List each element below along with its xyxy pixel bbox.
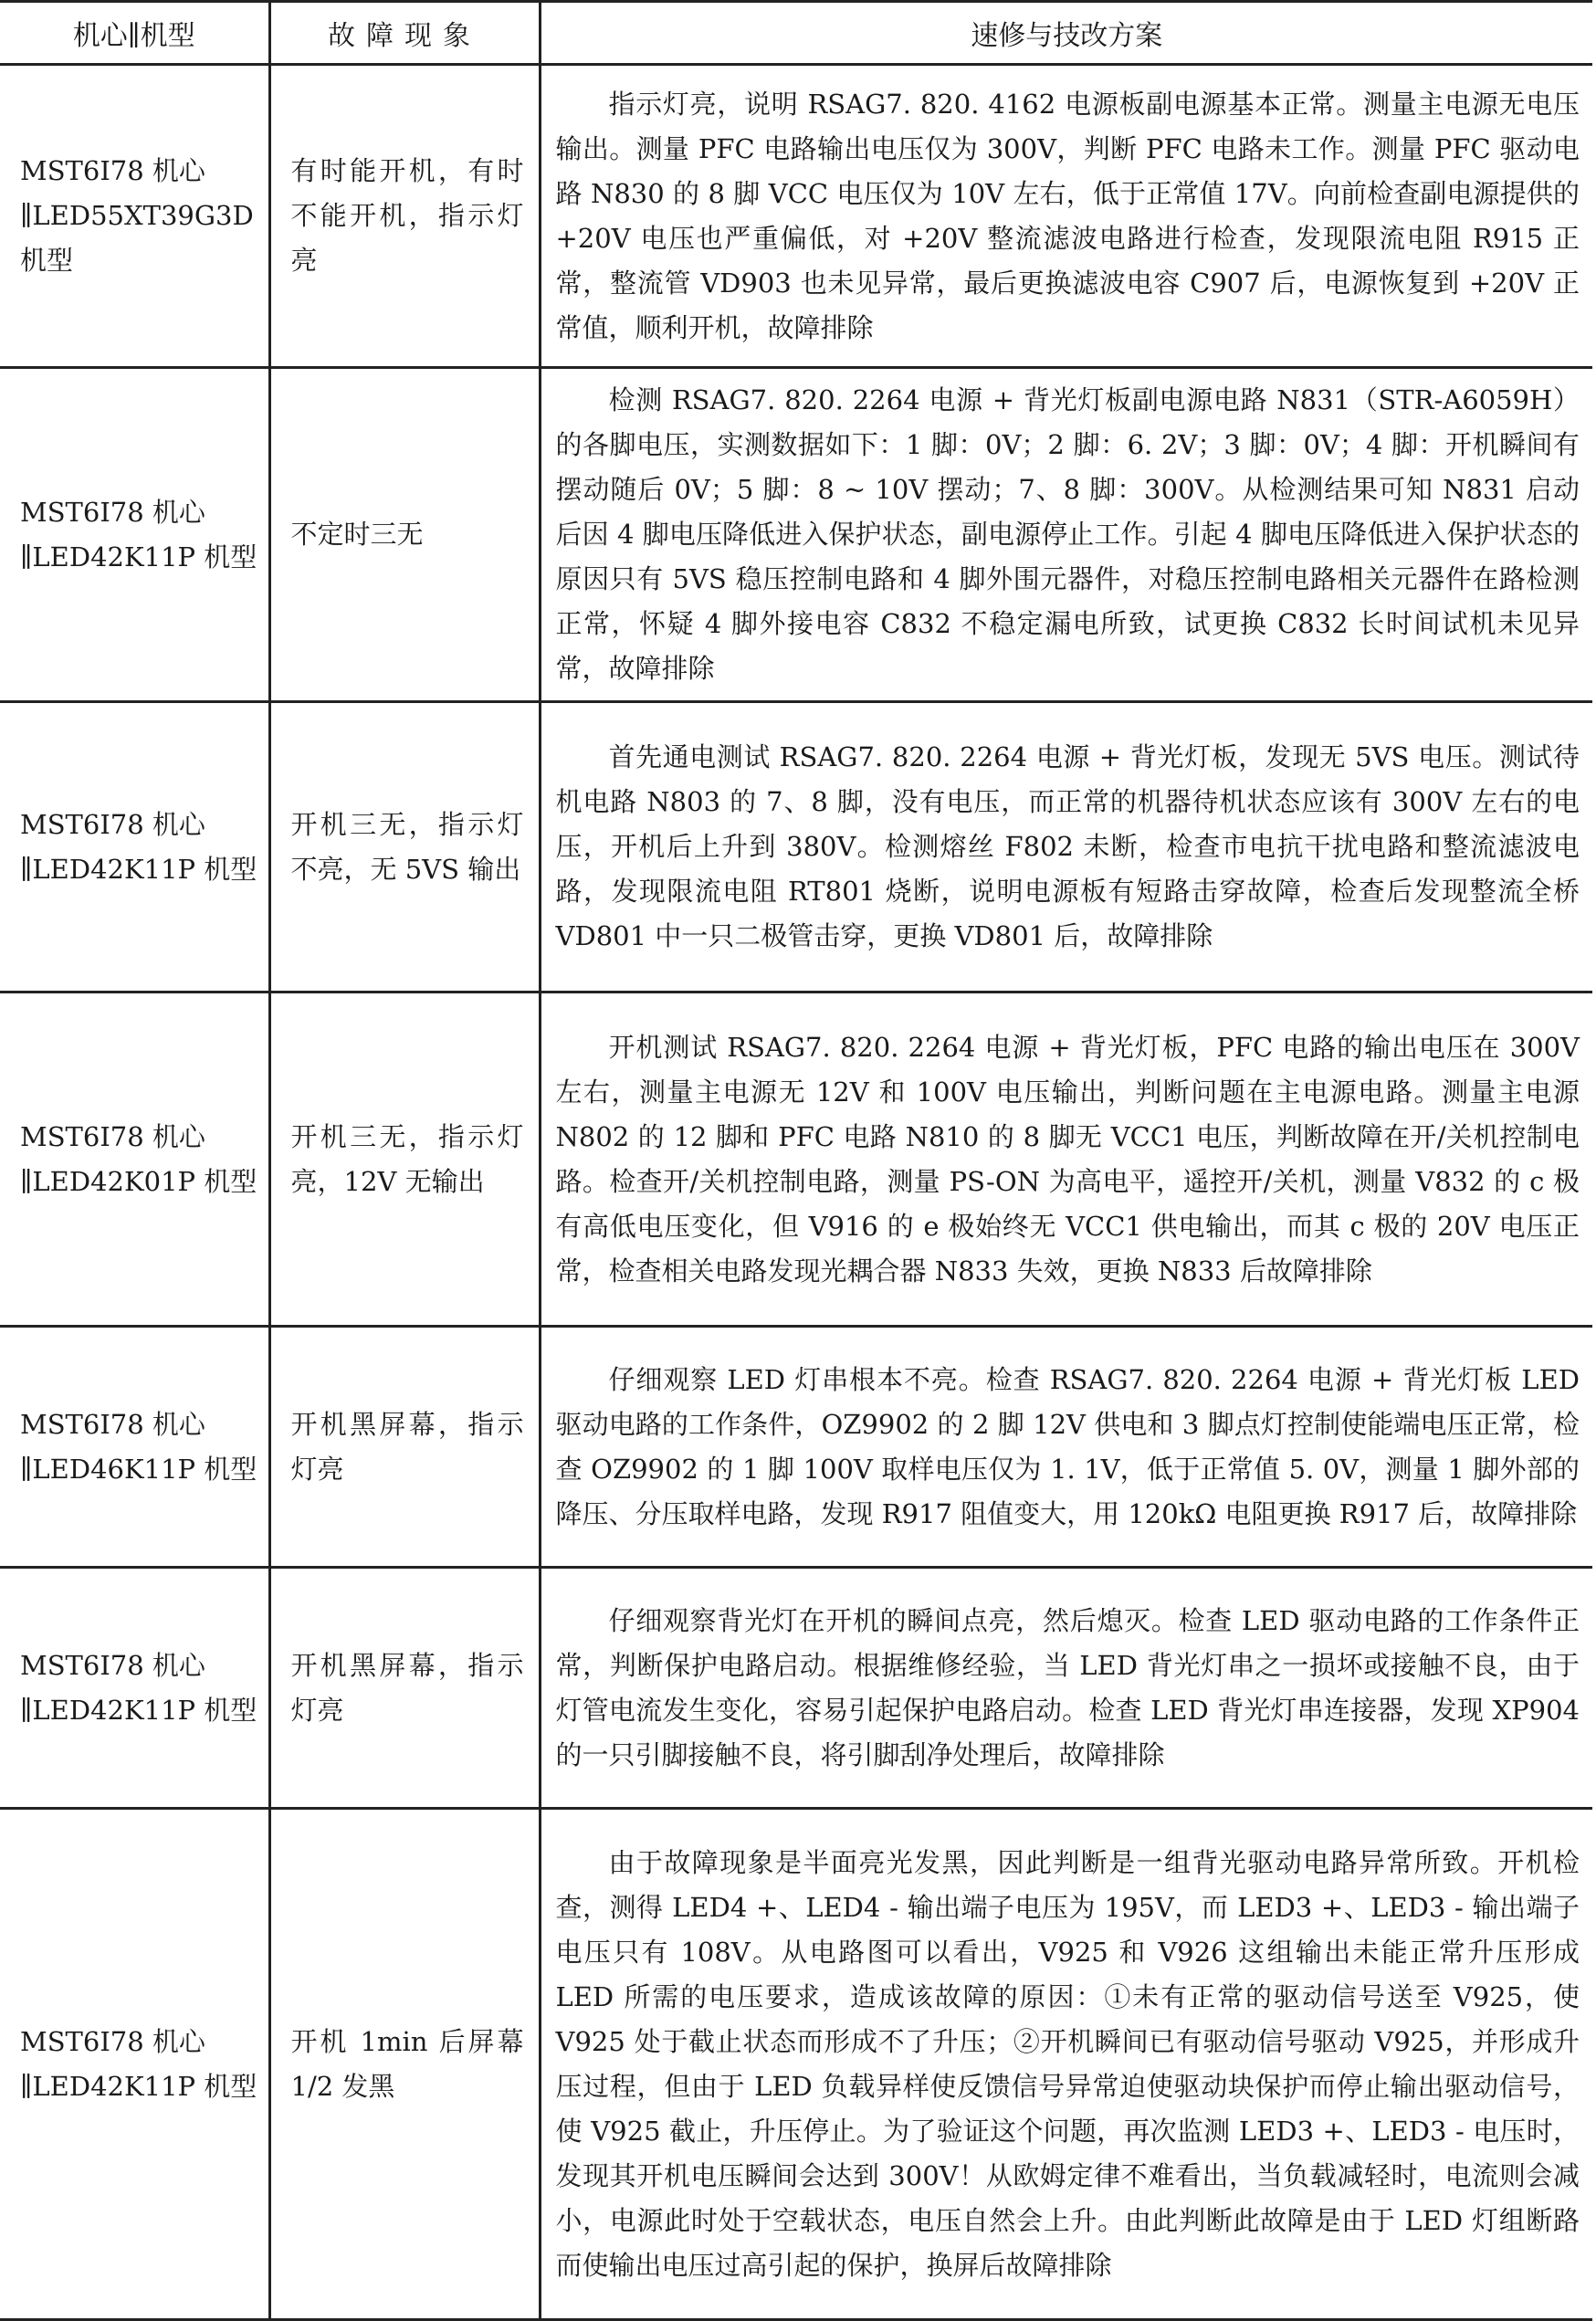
solution-cell: 开机测试 RSAG7. 820. 2264 电源 + 背光灯板，PFC 电路的输出电压在 300V 左右，测量主电源无 12V 和 100V 电压输出，判断问题在主电源电路。测量主电源 N802 的 12 脚和 PFC 电路 N810 的 8 脚无 VCC1 电压，判断故障在开/关机控制电路。检查开/关机控制电路，测量 PS-ON 为高电平，遥控开/关机，测量 V832 的 c 极有高低电压变化，但 V916 的 e 极始终无 VCC1 供电输出，而其 c 极的 20V 电压正常，检查相关电路发现光耦合器 N833 失效，更换 N833 后故障排除 — [540, 992, 1592, 1327]
header-model: 机心∥机型 — [0, 2, 269, 65]
table-row — [0, 368, 1592, 702]
model-cell: MST6I78 机心∥LED42K11P 机型 — [0, 702, 269, 992]
solution-cell: 指示灯亮，说明 RSAG7. 820. 4162 电源板副电源基本正常。测量主电源无电压输出。测量 PFC 电路输出电压仅为 300V，判断 PFC 电路未工作。测量 PFC 驱动电路 N830 的 8 脚 VCC 电压仅为 10V 左右，低于正常值 17V。向前检查副电源提供的 +20V 电压也严重偏低，对 +20V 整流滤波电路进行检查，发现限流电阻 R915 正常，整流管 VD903 也未见异常，最后更换滤波电容 C907 后，电源恢复到 +20V 正常值，顺利开机，故障排除 — [540, 65, 1592, 368]
model-cell: MST6I78 机心∥LED42K01P 机型 — [0, 992, 269, 1327]
symptom-cell: 开机三无，指示灯不亮，无 5VS 输出 — [269, 702, 540, 992]
table-row — [0, 992, 1592, 1327]
solution-cell: 首先通电测试 RSAG7. 820. 2264 电源 + 背光灯板，发现无 5VS 电压。测试待机电路 N803 的 7、8 脚，没有电压，而正常的机器待机状态应该有 300V 左右的电压，开机后上升到 380V。检测熔丝 F802 未断，检查市电抗干扰电路和整流滤波电路，发现限流电阻 RT801 烧断，说明电源板有短路击穿故障，检查后发现整流全桥 VD801 中一只二极管击穿，更换 VD801 后，故障排除 — [540, 702, 1592, 992]
table-row — [0, 1327, 1592, 1568]
table-row — [0, 702, 1592, 992]
symptom-cell: 不定时三无 — [269, 368, 540, 702]
symptom-cell: 开机黑屏幕，指示灯亮 — [269, 1568, 540, 1809]
symptom-cell: 有时能开机，有时不能开机，指示灯亮 — [269, 65, 540, 368]
symptom-cell: 开机三无，指示灯亮，12V 无输出 — [269, 992, 540, 1327]
table-row — [0, 1809, 1592, 2320]
solution-cell: 仔细观察 LED 灯串根本不亮。检查 RSAG7. 820. 2264 电源 + 背光灯板 LED 驱动电路的工作条件，OZ9902 的 2 脚 12V 供电和 3 脚点灯控制使能端电压正常，检查 OZ9902 的 1 脚 100V 取样电压仅为 1. 1V，低于正常值 5. 0V，测量 1 脚外部的降压、分压取样电路，发现 R917 阻值变大，用 120kΩ 电阻更换 R917 后，故障排除 — [540, 1327, 1592, 1568]
header-row — [0, 2, 1592, 65]
table-row — [0, 65, 1592, 368]
header-symptom: 故障现象 — [269, 2, 540, 65]
model-cell: MST6I78 机心∥LED46K11P 机型 — [0, 1327, 269, 1568]
solution-cell: 仔细观察背光灯在开机的瞬间点亮，然后熄灭。检查 LED 驱动电路的工作条件正常，判断保护电路启动。根据维修经验，当 LED 背光灯串之一损坏或接触不良，由于灯管电流发生变化，容易引起保护电路启动。检查 LED 背光灯串连接器，发现 XP904 的一只引脚接触不良，将引脚刮净处理后，故障排除 — [540, 1568, 1592, 1809]
model-cell: MST6I78 机心∥LED42K11P 机型 — [0, 368, 269, 702]
header-solution: 速修与技改方案 — [540, 2, 1592, 65]
table-row — [0, 1568, 1592, 1809]
model-cell: MST6I78 机心∥LED42K11P 机型 — [0, 1568, 269, 1809]
solution-cell: 检测 RSAG7. 820. 2264 电源 + 背光灯板副电源电路 N831（STR-A6059H）的各脚电压，实测数据如下：1 脚：0V；2 脚：6. 2V；3 脚：0V；4 脚：开机瞬间有摆动随后 0V；5 脚：8 ~ 10V 摆动；7、8 脚：300V。从检测结果可知 N831 启动后因 4 脚电压降低进入保护状态，副电源停止工作。引起 4 脚电压降低进入保护状态的原因只有 5VS 稳压控制电路和 4 脚外围元器件，对稳压控制电路相关元器件在路检测正常，怀疑 4 脚外接电容 C832 不稳定漏电所致，试更换 C832 长时间试机未见异常，故障排除 — [540, 368, 1592, 702]
symptom-cell: 开机 1min 后屏幕 1/2 发黑 — [269, 1809, 540, 2320]
model-cell: MST6I78 机心∥LED42K11P 机型 — [0, 1809, 269, 2320]
solution-cell: 由于故障现象是半面亮光发黑，因此判断是一组背光驱动电路异常所致。开机检查，测得 LED4 +、LED4 - 输出端子电压为 195V，而 LED3 +、LED3 - 输出端子电压只有 108V。从电路图可以看出，V925 和 V926 这组输出未能正常升压形成 LED 所需的电压要求，造成该故障的原因：①未有正常的驱动信号送至 V925，使 V925 处于截止状态而形成不了升压；②开机瞬间已有驱动信号驱动 V925，并形成升压过程，但由于 LED 负载异样使反馈信号异常迫使驱动块保护而停止输出驱动信号，使 V925 截止，升压停止。为了验证这个问题，再次监测 LED3 +、LED3 - 电压时，发现其开机电压瞬间会达到 300V！从欧姆定律不难看出，当负载减轻时，电流则会减小，电源此时处于空载状态，电压自然会上升。由此判断此故障是由于 LED 灯组断路而使输出电压过高引起的保护，换屏后故障排除 — [540, 1809, 1592, 2320]
symptom-cell: 开机黑屏幕，指示灯亮 — [269, 1327, 540, 1568]
model-cell: MST6I78 机心∥LED55XT39G3D 机型 — [0, 65, 269, 368]
